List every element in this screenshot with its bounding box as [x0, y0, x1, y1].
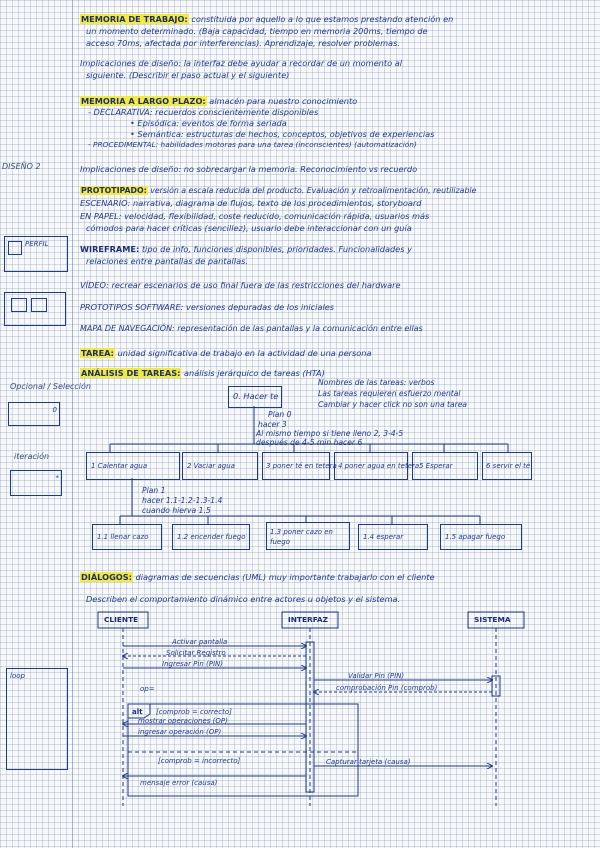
heading-dialogos: DIÁLOGOS: [81, 572, 132, 582]
side-note-opcional: Opcional / Selección [10, 382, 91, 391]
text-line-19: PROTOTIPOS SOFTWARE: versiones depuradas de los iniciales [80, 302, 335, 312]
msg-label-1: Activar pantalla [172, 638, 228, 646]
heading-tarea: TAREA: [81, 348, 114, 358]
line-22-text: análisis jerárquico de tareas (HTA) [184, 368, 325, 378]
msg-label-3: Ingresar Pin (PIN) [162, 660, 223, 668]
sketch-profile-label: PERFIL [25, 240, 49, 248]
heading-memoria-trabajo: MEMORIA DE TRABAJO: [81, 14, 188, 24]
plan0-title: Plan 0 [268, 410, 292, 419]
hta-task-1-label: 1 Calentar agua [91, 462, 148, 470]
opcional-num: 0 [52, 406, 57, 414]
hta-task-4-label: 4 poner agua en tetera [338, 462, 420, 470]
hta-note-1: Nombres de las tareas: verbos [318, 378, 435, 387]
msg-label-2: Solicitar Registro [166, 649, 226, 657]
plan0-step-3: después de 4-5 min hacer 6 [256, 438, 363, 447]
hta-root-label: 0. Hacer te [233, 391, 279, 401]
hta-subtask-1-1-label: 1.1 llenar cazo [97, 533, 149, 541]
hta-task-6-label: 6 servir el té [486, 462, 531, 470]
text-line-14: EN PAPEL: velocidad, flexibilidad, coste reducido, comunicación rápida, usuarios más [80, 211, 430, 221]
heading-prototipado: PROTOTIPADO: [81, 186, 147, 195]
op-label: op= [140, 685, 155, 693]
plan0-step-2: Al mismo tiempo si tiene lleno 2, 3-4-5 [256, 429, 404, 438]
hta-note-2: Las tareas requieren esfuerzo mental [318, 389, 461, 398]
msg-label-6: mostrar operaciones (OP) [138, 717, 228, 725]
text-line-5: siguiente. (Describir el paso actual y el siguiente) [86, 70, 290, 80]
text-line-10: - PROCEDIMENTAL: habilidades motoras para una tarea (inconscientes) (automatización) [88, 140, 417, 149]
side-note-diseno: DISEÑO 2 [2, 162, 41, 171]
hta-subtask-1-4-label: 1.4 esperar [363, 533, 404, 541]
text-line-4: Implicaciones de diseño: la interfaz debe ayudar a recordar de un momento al [80, 58, 402, 68]
plan1-step-2: cuando hierva 1.5 [142, 506, 211, 515]
actor-cliente-label: CLIENTE [104, 615, 139, 624]
line-12-text: versión a escala reducida del producto. Evaluación y retroalimentación, reutilizable [150, 186, 477, 195]
heading-analisis: ANÁLISIS DE TAREAS: [81, 368, 181, 378]
heading-memoria-largo: MEMORIA A LARGO PLAZO: [81, 96, 206, 106]
hta-subtask-1-5-label: 1.5 apagar fuego [445, 533, 506, 541]
msg-label-5: comprobación Pin (comprob) [336, 684, 438, 692]
line-16-text: tipo de info, funciones disponibles, prioridades. Funcionalidades y [141, 244, 412, 254]
hta-subtask-1-2-label: 1.2 encender fuego [177, 533, 246, 541]
msg-label-4: Validar Pin (PIN) [348, 672, 405, 680]
heading-wireframe: WIREFRAME: [80, 244, 140, 254]
text-line-8: • Episódica: eventos de forma seriada [130, 118, 287, 128]
line-1-text: constituida por aquello a lo que estamos prestando atención en [191, 14, 454, 24]
line-21-text: unidad significativa de trabajo en la actividad de una persona [117, 348, 372, 358]
plan1-step-1: hacer 1.1-1.2-1.3-1.4 [142, 496, 223, 505]
hta-task-5-label: 5 Esperar [419, 462, 453, 470]
msg-label-7: ingresar operación (OP) [138, 728, 222, 736]
actor-interfaz-label: INTERFAZ [288, 615, 328, 624]
text-line-15: cómodos para hacer críticas (sencillez), usuario debe interaccionar con un guía [86, 223, 412, 233]
side-note-iteracion: iteración [14, 452, 50, 461]
text-line-9: • Semántica: estructuras de hechos, conceptos, objetivos de experiencias [130, 129, 435, 139]
iteracion-num: * [55, 474, 59, 482]
hta-task-3-label: 3 poner té en tetera [266, 462, 337, 470]
text-line-18: VÍDEO: recrear escenarios de uso final fuera de las restricciones del hardware [80, 280, 401, 290]
line-36-text: diagramas de secuencias (UML) muy importante trabajarlo con el cliente [135, 572, 435, 582]
plan1-title: Plan 1 [142, 486, 166, 495]
guard-correcto: [comprob = correcto] [156, 708, 232, 716]
text-line-2: un momento determinado. (Baja capacidad, tiempo en memoria 200ms, tiempo de [86, 26, 428, 36]
hta-task-2-label: 2 Vaciar agua [187, 462, 235, 470]
actor-sistema-label: SISTEMA [474, 615, 511, 624]
guard-incorrecto: [comprob = incorrecto] [158, 757, 241, 765]
hta-subtask-1-3-label: 1.3 poner cazo en fuego [270, 528, 333, 546]
text-line-13: ESCENARIO: narrativa, diagrama de flujos, texto de los procedimientos, storyboard [80, 198, 422, 208]
text-line-20: MAPA DE NAVEGACIÓN: representación de las pantallas y la comunicación entre ellas [80, 324, 423, 333]
msg-label-9: Capturar tarjeta (causa) [326, 758, 411, 766]
loop-label: loop [10, 672, 25, 680]
msg-label-8: mensaje error (causa) [140, 779, 218, 787]
text-line-17: relaciones entre pantallas de pantallas. [86, 256, 248, 266]
text-line-37: Describen el comportamiento dinámico entre actores u objetos y el sistema. [86, 594, 401, 604]
text-line-11: Implicaciones de diseño: no sobrecargar la memoria. Reconocimiento vs recuerdo [80, 164, 418, 174]
alt-label: alt [132, 708, 143, 716]
text-line-3: acceso 70ms, afectada por interferencias). Aprendizaje, resolver problemas. [86, 38, 400, 48]
plan0-step-1: hacer 3 [258, 420, 287, 429]
hta-note-3: Cambiar y hacer click no son una tarea [318, 400, 468, 409]
text-line-7: - DECLARATIVA: recuerdos conscientemente disponibles [88, 107, 319, 117]
line-6-text: almacén para nuestro conocimiento [209, 96, 358, 106]
